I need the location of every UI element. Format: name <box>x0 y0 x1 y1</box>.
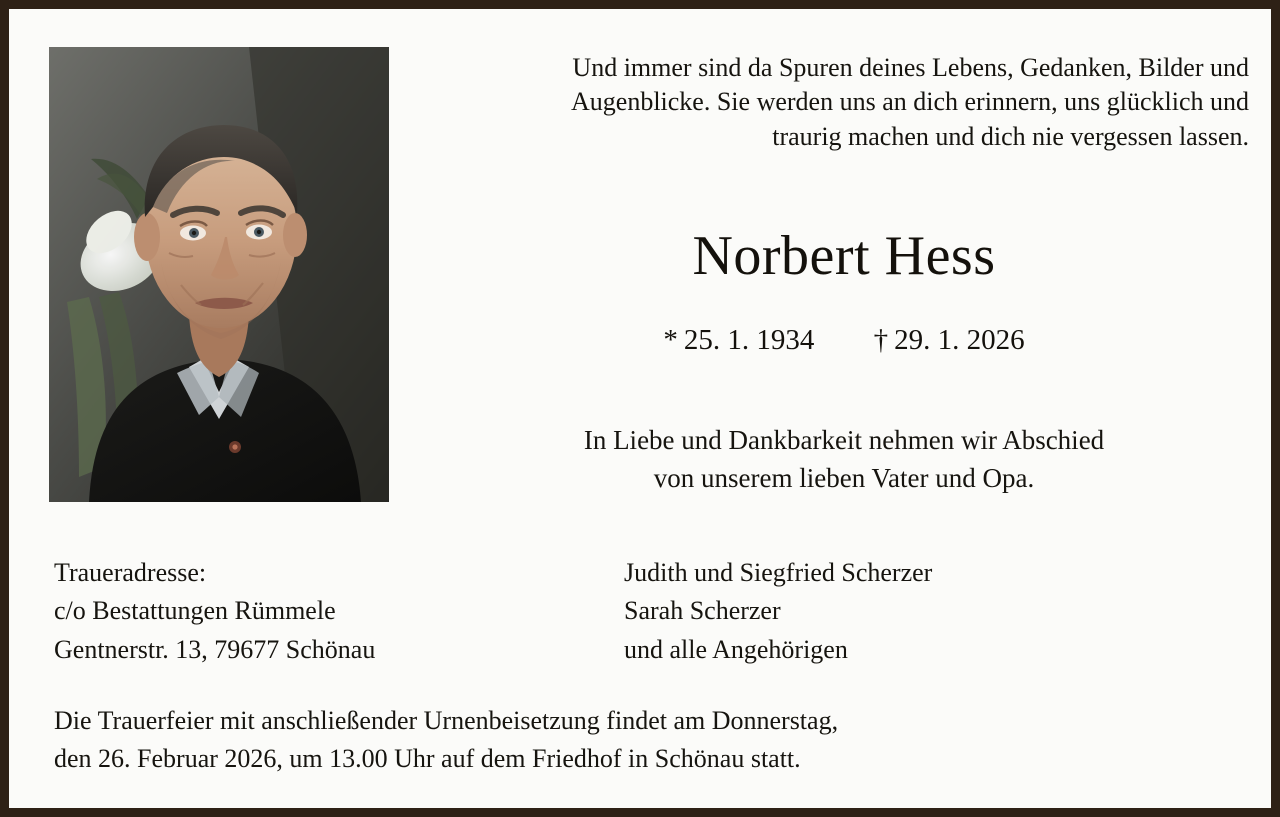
family-line-1: Judith und Siegfried Scherzer <box>624 558 933 587</box>
family-line-2: Sarah Scherzer <box>624 596 781 626</box>
verse-line-3: traurig machen und dich nie vergessen lassen. <box>772 121 1249 151</box>
death-date-group <box>874 324 1025 356</box>
family-line-3: und alle Angehörigen <box>624 634 848 664</box>
address-line-3: Gentnerstr. 13, 79677 Schönau <box>54 634 376 664</box>
verse-line-2: Augenblicke. Sie werden uns an dich erinnern, uns glücklich und <box>571 87 1249 117</box>
notice-inner <box>9 9 1271 808</box>
verse-line-1: Und immer sind da Spuren deines Lebens, Gedanken, Bilder und <box>572 53 1249 82</box>
funeral-ceremony-details <box>54 702 1214 779</box>
portrait-photo <box>49 47 389 502</box>
address-label: Traueradresse: <box>54 558 207 587</box>
birth-symbol-icon: * <box>663 324 678 356</box>
ceremony-line-2: den 26. Februar 2026, um 13.00 Uhr auf dem Friedhof in Schönau statt. <box>54 744 801 774</box>
mourning-address <box>54 554 375 669</box>
memorial-verse <box>449 51 1249 154</box>
dedication-text <box>439 421 1249 498</box>
dedication-line-1: In Liebe und Dankbarkeit nehmen wir Abschied <box>583 425 1105 455</box>
death-date: 29. 1. 2026 <box>894 324 1025 356</box>
birth-date: 25. 1. 1934 <box>683 324 815 356</box>
life-dates <box>429 324 1259 357</box>
bereaved-family <box>624 554 932 669</box>
cross-symbol-icon: † <box>873 324 889 356</box>
portrait-image <box>49 47 389 502</box>
deceased-name: Norbert Hess <box>692 225 996 287</box>
birth-date-group <box>663 324 821 356</box>
dedication-line-2: von unserem lieben Vater und Opa. <box>653 463 1035 494</box>
ceremony-line-1: Die Trauerfeier mit anschließender Urnenbeisetzung findet am Donnerstag, <box>54 706 839 735</box>
address-line-2: c/o Bestattungen Rümmele <box>54 596 336 626</box>
